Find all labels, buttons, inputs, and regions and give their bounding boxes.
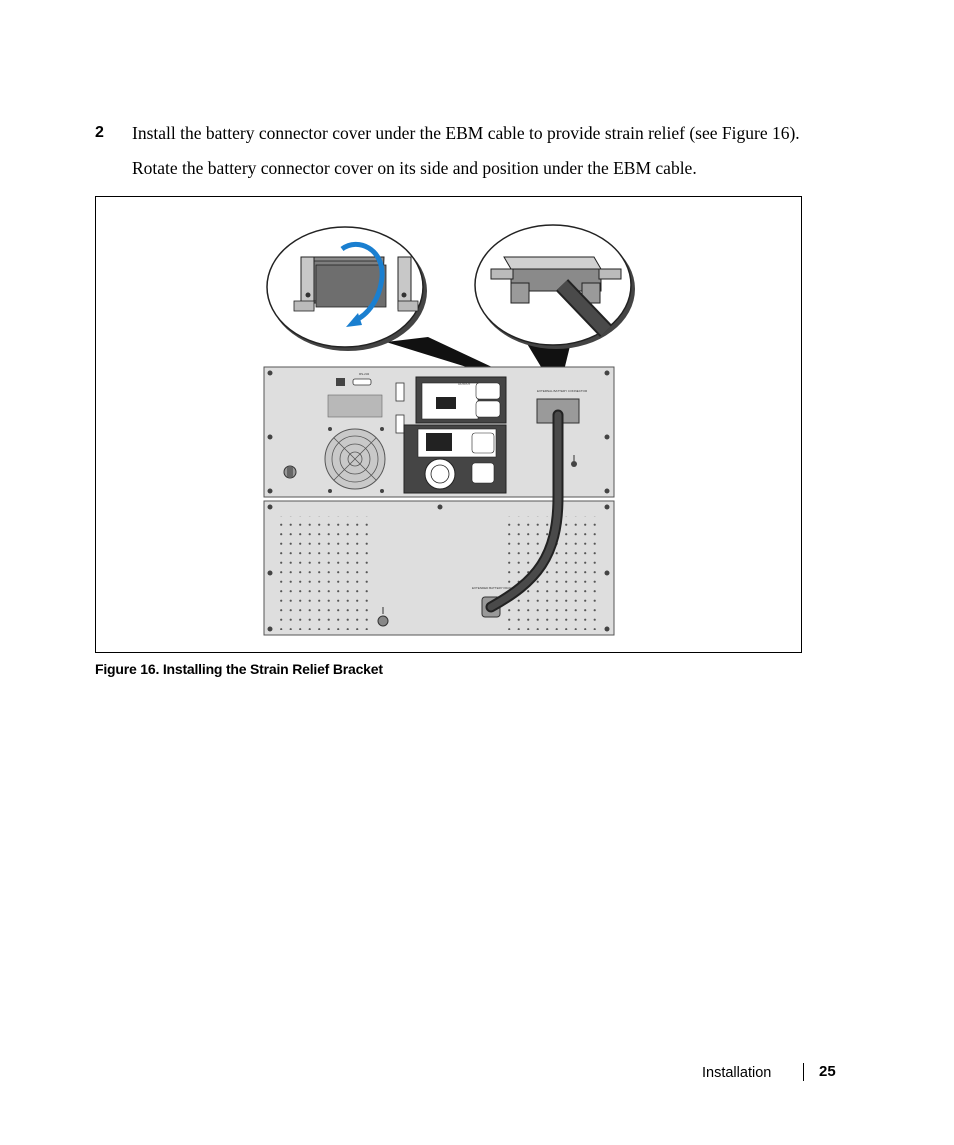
epo-port-icon <box>396 383 404 401</box>
twist-lock-outlet-icon <box>425 459 455 489</box>
step-number: 2 <box>95 124 104 141</box>
outlet-4-icon <box>472 463 494 483</box>
step-detail: Rotate the battery connector cover on its side and position under the EBM cable. <box>132 158 697 178</box>
rs232-port-icon <box>353 379 371 385</box>
left-callout <box>267 227 427 351</box>
footer-section-title: Installation <box>702 1065 772 1081</box>
outlet-1-icon <box>476 383 500 399</box>
strain-relief-illustration <box>96 197 803 654</box>
right-callout <box>475 225 635 349</box>
rpo-port-icon <box>396 415 404 433</box>
footer-separator <box>803 1063 804 1081</box>
ebm-ground-screw-icon <box>378 616 388 626</box>
outlet-2-icon <box>476 401 500 417</box>
usb-port-icon <box>336 378 345 386</box>
ebm-ground-label: EXTENDED BATTERY PACK GROUND <box>472 586 526 590</box>
ground-screw-icon <box>571 461 577 467</box>
ebm-connector-label: EXTERNAL BATTERY CONNECTOR <box>537 389 588 393</box>
vent-grid-left <box>279 516 372 630</box>
outlet-3-icon <box>472 433 494 453</box>
figure-16 <box>95 196 802 653</box>
output-label: OUTPUT <box>458 382 471 386</box>
bracket-rotated-icon <box>294 257 418 311</box>
figure-caption: Figure 16. Installing the Strain Relief Bracket <box>95 661 383 677</box>
fan-grille-icon <box>325 429 385 489</box>
step-instruction: Install the battery connector cover under the EBM cable to provide strain relief (see Figure 16). <box>132 123 800 143</box>
rs232-label: RS-232 <box>359 372 370 376</box>
page-number: 25 <box>819 1063 836 1080</box>
card-slot-cover <box>328 395 382 417</box>
